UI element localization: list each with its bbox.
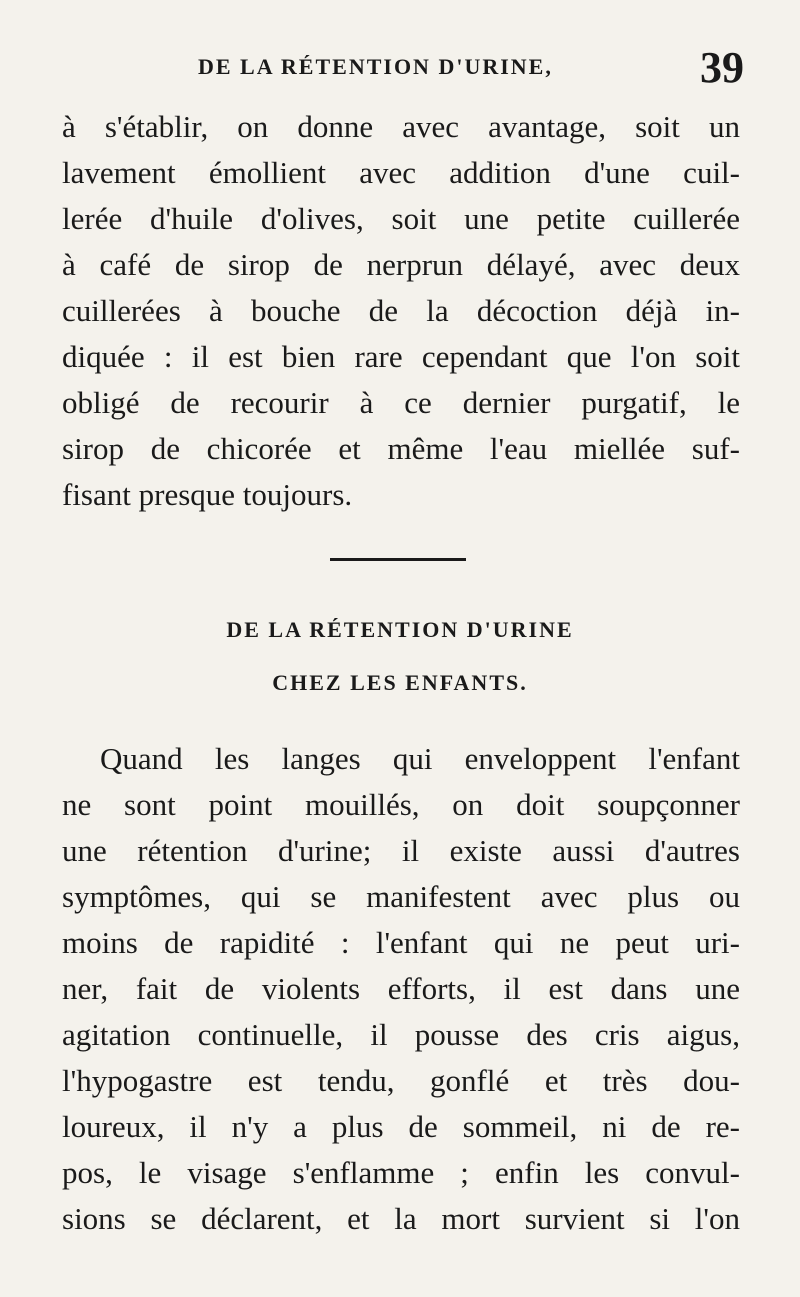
text-line: pos, le visage s'enflamme ; enfin les convul- xyxy=(62,1155,740,1190)
section-heading-line-1: DE LA RÉTENTION D'URINE xyxy=(226,617,574,642)
text-line: symptômes, qui se manifestent avec plus ou xyxy=(62,879,740,914)
text-line: sions se déclarent, et la mort survient si l'on xyxy=(62,1201,740,1236)
text-line: obligé de recourir à ce dernier purgatif, le xyxy=(62,385,740,420)
running-head xyxy=(0,38,800,98)
text-line: agitation continuelle, il pousse des cris aigus, xyxy=(62,1017,740,1052)
text-line: lavement émollient avec addition d'une cuil- xyxy=(62,155,740,190)
text-line: une rétention d'urine; il existe aussi d'autres xyxy=(62,833,740,868)
section-heading-line-2: CHEZ LES ENFANTS. xyxy=(272,670,528,695)
text-line: l'hypogastre est tendu, gonflé et très dou- xyxy=(62,1063,740,1098)
text-line: à café de sirop de nerprun délayé, avec deux xyxy=(62,247,740,282)
text-line: ner, fait de violents efforts, il est dans une xyxy=(62,971,740,1006)
text-line: diquée : il est bien rare cependant que l'on soit xyxy=(62,339,740,374)
text-line: loureux, il n'y a plus de sommeil, ni de re- xyxy=(62,1109,740,1144)
text-line: fisant presque toujours. xyxy=(62,477,353,512)
text-line: ne sont point mouillés, on doit soupçonner xyxy=(62,787,740,822)
running-title: DE LA RÉTENTION D'URINE, xyxy=(198,54,553,79)
section-separator-rule xyxy=(330,558,466,561)
text-line: Quand les langes qui enveloppent l'enfant xyxy=(100,741,740,776)
paragraph-1 xyxy=(62,104,740,518)
paragraph-2 xyxy=(62,736,740,1242)
text-line: à s'établir, on donne avec avantage, soit un xyxy=(62,109,740,144)
text-line: sirop de chicorée et même l'eau miellée suf- xyxy=(62,431,740,466)
text-line: cuillerées à bouche de la décoction déjà in- xyxy=(62,293,740,328)
page-number: 39 xyxy=(700,43,744,92)
text-line: lerée d'huile d'olives, soit une petite cuillerée xyxy=(62,201,740,236)
text-line: moins de rapidité : l'enfant qui ne peut uri- xyxy=(62,925,740,960)
